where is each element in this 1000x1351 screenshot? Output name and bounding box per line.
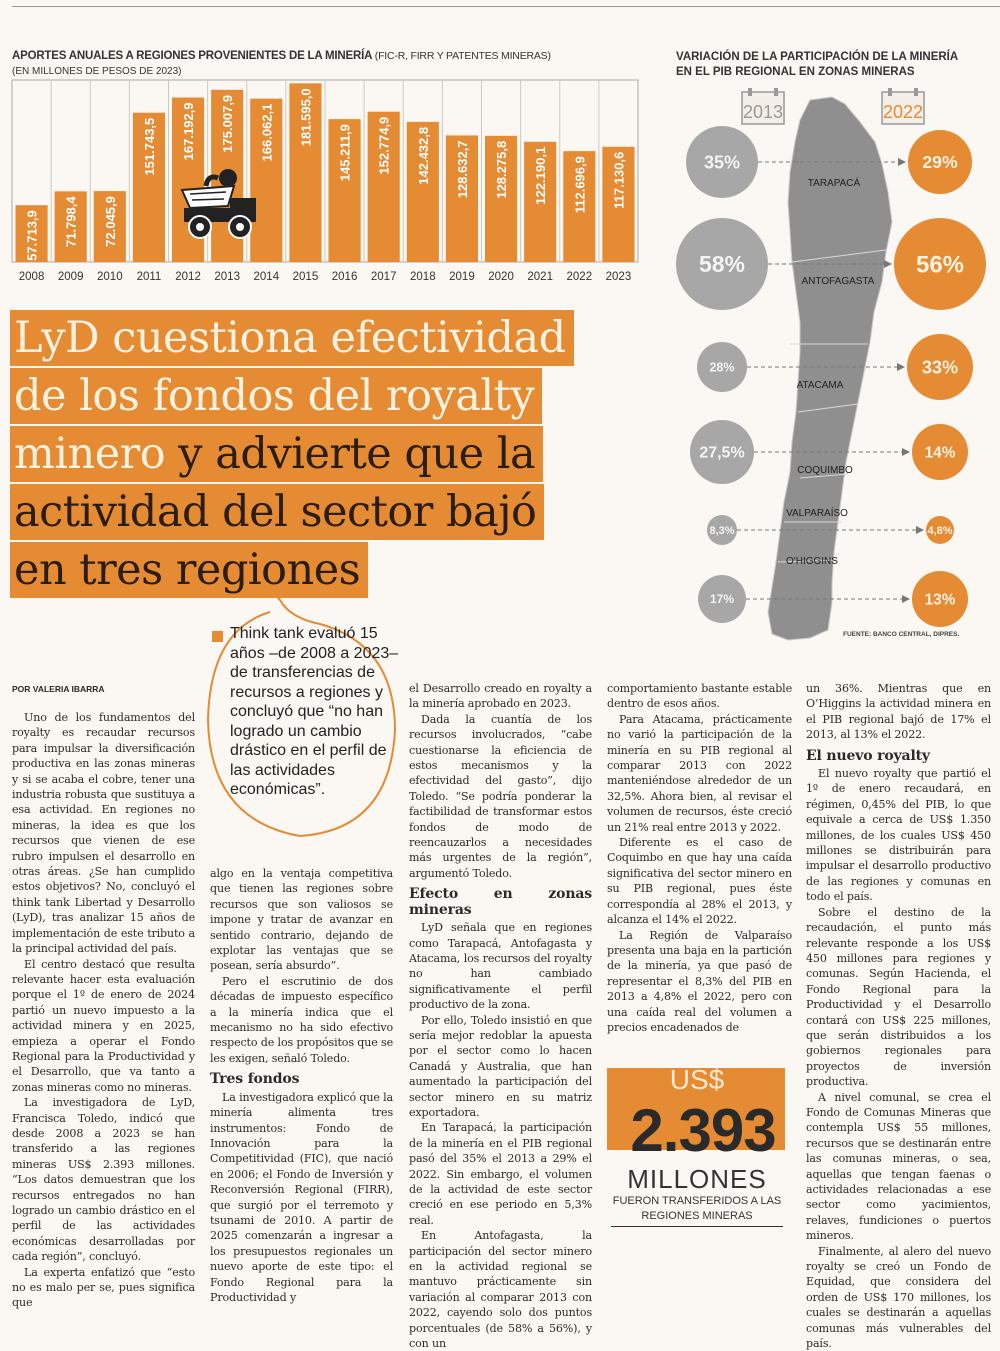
article-column-4 (607, 681, 792, 1035)
map-source: FUENTE: BANCO CENTRAL, DIPRES. (843, 631, 960, 638)
paragraph: El nuevo royalty que partió el 1º de enero recaudará, en régimen, 0,45% del PIB, lo que equivale a cerca de US$ 1.350 millones, de los cuales US$ 450 millones se distribuirán para impulsar el desarrollo productivo de las regiones y comunas en todo el país. (806, 767, 991, 904)
x-tick-label: 2011 (136, 271, 162, 283)
headline (10, 310, 650, 600)
headline-line (10, 426, 650, 482)
year-2022: 2022 (882, 102, 924, 122)
pullquote-square-icon (212, 631, 223, 642)
x-tick-label: 2008 (18, 271, 45, 283)
value-2013: 17% (709, 592, 735, 607)
value-2013: 35% (703, 152, 741, 173)
region-label: COQUIMBO (797, 465, 853, 476)
bar-value-label: 72.045,9 (102, 196, 118, 247)
article-column-3 (409, 681, 592, 1351)
value-2022: 29% (922, 152, 958, 173)
region-label: VALPARAÍSO (786, 508, 848, 519)
highlight-currency: US$ (669, 1064, 725, 1095)
bar-value-label: 181.595,0 (298, 88, 314, 147)
value-2013: 58% (698, 251, 746, 278)
bar-value-label: 112.696,9 (572, 156, 588, 214)
paragraph: Sobre el destino de la recaudación, el punto más relevante responde a los US$ 450 millones para regiones y comunas. Según Hacienda, el Fondo Regional para la Productividad y el Desarrollo contará con US$ 225 millones, que serán distribuidos a los gobiernos regionales para proyectos de inversión productiva. (806, 905, 991, 1089)
bar-value-label: 145.211,9 (337, 124, 353, 182)
x-tick-label: 2022 (566, 271, 593, 283)
section-heading: Efecto en zonas mineras (409, 886, 592, 918)
highlight-caption: FUERON TRANSFERIDOS A LAS REGIONES MINERAS (612, 1195, 782, 1222)
paragraph: Uno de los fundamentos del royalty es recaudar recursos para impulsar la diversificación productiva en las zonas mineras y si se acaba el cobre, tener una industria robusta que sustituya a esa actividad. En regiones no mineras, la idea es que los recursos que vienen de ese rubro impulsen el desarrollo en otras áreas. ¿Se han cumplido estos objetivos? No, concluyó el think tank Libertad y Desarrollo (LyD), tras analizar 15 años de implementación de este tributo a la principal actividad del país. (12, 711, 195, 956)
bar-value-label: 122.190,1 (533, 146, 549, 205)
highlight-unit: MILLONES (627, 1164, 767, 1194)
x-tick-label: 2009 (57, 271, 84, 283)
arrow-head-icon (898, 158, 906, 166)
headline-line (10, 310, 650, 366)
bar-value-label: 166.062,1 (259, 103, 275, 162)
paragraph: La Región de Valparaíso presenta una baja en la partición de la minería, ya que pasó de representar el 8,3% del PIB en 2013 a 4,8% el 2022, pero con una caída real del volumen a precios encadenados de (607, 928, 792, 1034)
x-tick-label: 2017 (370, 271, 397, 283)
bar-value-label: 128.632,7 (454, 140, 470, 199)
x-tick-label: 2023 (605, 271, 632, 283)
paragraph: Para Atacama, prácticamente no varió la participación de la minería en su PIB regional al comparar 2013 con 2022 manteniéndose alrededor de un 32,5%. Ahora bien, al revisar el volumen de recursos, éste creció un 21% real entre 2013 y 2022. (607, 712, 792, 834)
headline-text-light: minero (14, 429, 166, 479)
paragraph: La investigadora explicó que la minería alimenta tres instrumentos: Fondo de Innovación para la Competitividad (FIC), que nació en 2006; el Fondo de Inversión y Reconversión Regional (FIRR), que surgió por el terremoto y tsunami de 2010. A partir de 2025 comenzarán a ingresar a los presupuestos regionales un nuevo aporte de este tipo: el Fondo Regional para la Productividad y (210, 1090, 393, 1304)
year-2013: 2013 (742, 102, 784, 122)
map-title: VARIACIÓN DE LA PARTICIPACIÓN DE LA MINERÍA EN EL PIB REGIONAL EN ZONAS MINERAS (676, 51, 959, 78)
x-tick-label: 2015 (292, 271, 319, 283)
region-label: TARAPACÁ (807, 178, 861, 189)
paragraph: Pero el escrutinio de dos décadas de impuesto específico a la minería indica que el mecanismo no ha sido efectivo respecto de los propósitos que se les exigen, señaló Toledo. (210, 974, 393, 1065)
region-label: ANTOFAGASTA (801, 276, 875, 287)
paragraph: un 36%. Mientras que en O’Higgins la actividad minera en el PIB regional bajó de 17% el 2013, al 13% el 2022. (806, 682, 991, 742)
headline-text-dark: actividad del sector bajó (14, 487, 537, 537)
x-tick-label: 2013 (214, 271, 240, 283)
value-2022: 13% (924, 591, 956, 609)
bar-value-label: 151.743,5 (141, 117, 157, 176)
headline-text-dark: y advierte que la (165, 429, 536, 479)
value-2022: 33% (921, 357, 959, 378)
section-heading: El nuevo royalty (806, 747, 930, 764)
highlight-value: 2.393 (630, 1097, 776, 1164)
highlight-figure (607, 1060, 799, 1228)
chart-unit: (EN MILLONES DE PESOS DE 2023) (12, 66, 182, 77)
article-column-2 (210, 866, 393, 1305)
paragraph: Diferente es el caso de Coquimbo en que hay una caída significativa del sector minero en su PIB regional, pues éste correspondía al 28% el 2013, y alcanza el 14% el 2022. (607, 836, 792, 927)
x-tick-label: 2014 (253, 271, 280, 283)
bar-value-label: 117.130,6 (611, 151, 627, 209)
region-label: O'HIGGINS (786, 556, 838, 567)
paragraph: Por ello, Toledo insistió en que sería mejor redoblar la apuesta por el sector como lo hacen Canadá y Australia, que han aumentado la participación del sector minero en su matriz exportadora. (409, 1013, 592, 1119)
bar-value-label: 142.432,8 (415, 126, 431, 185)
arrow-head-icon (916, 526, 924, 534)
bar-value-label: 128.275,8 (494, 140, 510, 199)
byline: POR VALERIA IBARRA (12, 684, 105, 694)
paragraph: La investigadora de LyD, Francisca Toledo, indicó que desde 2008 a 2023 se han transferido a las regiones mineras US$ 2.393 millones. “Los datos demuestran que los recursos entregados no han logrado un cambio drástico en el perfil de las actividades económicas desarrolladas por cada región”, concluyó. (12, 1096, 195, 1264)
paragraph: En Tarapacá, la participación de la minería en el PIB regional pasó del 35% el 2013 a 29% el 2022. Sin embargo, el volumen de la actividad de este sector creció en ese periodo en 5,3% real. (409, 1121, 592, 1227)
value-2022: 14% (924, 444, 956, 462)
top-rule (12, 6, 1000, 7)
headline-text-dark: en tres regiones (14, 545, 361, 595)
value-2022: 56% (915, 251, 965, 279)
bar-value-label: 71.798,4 (63, 196, 79, 247)
bar-value-label: 175.007,9 (220, 94, 236, 153)
article-column-1 (12, 710, 195, 1311)
bar-chart (0, 76, 650, 291)
value-2013: 28% (709, 360, 735, 375)
paragraph: El centro destacó que resulta relevante hacer esta evaluación porque el 1º de enero de 2024 partió un nuevo impuesto a la actividad minera y en 2025, empieza a operar el Fondo Regional para la Productividad y el Desarrollo, que va tanto a zonas mineras como no mineras. (12, 957, 195, 1094)
pullquote: Think tank evaluó 15 años –de 2008 a 2023– de transferencias de recursos a regiones y concluyó que “no han logrado un cambio drástico en el perfil de las actividades económicas”. (210, 624, 400, 800)
paragraph: La experta enfatizó que “esto no es malo per se, pues significa que (12, 1265, 195, 1310)
article-column-5 (806, 681, 991, 1351)
x-tick-label: 2019 (449, 271, 475, 283)
x-tick-label: 2016 (331, 271, 358, 283)
paragraph: Finalmente, al alero del nuevo royalty se creó un Fondo de Equidad, que considera del orden de US$ 170 millones, los cuales se destinarán a aquellas comunas más vulnerables del país. (806, 1244, 991, 1351)
arrow-head-icon (897, 363, 905, 371)
region-map (660, 82, 995, 642)
headline-line (10, 484, 650, 540)
section-heading: Tres fondos (210, 1071, 300, 1088)
value-2022: 4,8% (927, 524, 953, 537)
paragraph: comportamiento bastante estable dentro de esos años. (607, 682, 792, 711)
x-tick-label: 2018 (410, 271, 436, 283)
x-tick-label: 2010 (97, 271, 123, 283)
headline-text-light: de los fondos del royalty (14, 371, 535, 421)
bar-value-label: 152.774,9 (376, 116, 392, 175)
headline-line (10, 368, 650, 424)
x-tick-label: 2012 (175, 271, 201, 283)
paragraph: A nivel comunal, se crea el Fondo de Comunas Mineras que contempla US$ 55 millones, recursos que se destinarán entre las comunas mineras, o sea, aquellas que tengan faenas o actividades relacionadas a ese sector como yacimientos, relaves, fundiciones o puertos mineros. (806, 1090, 991, 1243)
region-label: ATACAMA (796, 380, 844, 391)
paragraph: Dada la cuantía de los recursos involucrados, “cabe cuestionarse la eficiencia de estos mecanismos y la efectividad del gasto”, dijo Toledo. “Se podría ponderar la factibilidad de transformar estos fondos de modo de reencauzarlos a necesidades más urgentes de la región”, argumentó Toledo. (409, 712, 592, 880)
headline-text-light: LyD cuestiona efectividad (14, 313, 566, 363)
bar-value-label: 57.713,9 (24, 210, 40, 261)
value-2013: 27,5% (699, 444, 745, 462)
value-2013: 8,3% (709, 524, 735, 537)
paragraph: LyD señala que en regiones como Tarapacá, Antofagasta y Atacama, los recursos del royalty no han cambiado significativamente el perfil productivo de la zona. (409, 921, 592, 1012)
paragraph: el Desarrollo creado en royalty a la minería aprobado en 2023. (409, 682, 592, 711)
arrow-head-icon (884, 260, 892, 268)
x-tick-label: 2020 (488, 271, 514, 283)
paragraph: algo en la ventaja competitiva que tienen las regiones sobre recursos que son valiosos se impone y tratar de avanzar en sentido contrario, dejando de explotar las ventajas que se posean, sería absurdo”. (210, 867, 393, 973)
bar-value-label: 167.192,9 (181, 102, 197, 161)
arrow-head-icon (902, 595, 910, 603)
chart-title: APORTES ANUALES A REGIONES PROVENIENTES DE LA MINERÍA (FIC-R, FIRR Y PATENTES MINERAS) (12, 50, 551, 62)
x-tick-label: 2021 (527, 271, 553, 283)
arrow-head-icon (902, 448, 910, 456)
paragraph: En Antofagasta, la participación del sector minero en la actividad regional se mantuvo prácticamente sin variación al comparar 2013 con 2022, cayendo solo dos puntos porcentuales (de 58% a 56%), y con un (409, 1229, 592, 1351)
